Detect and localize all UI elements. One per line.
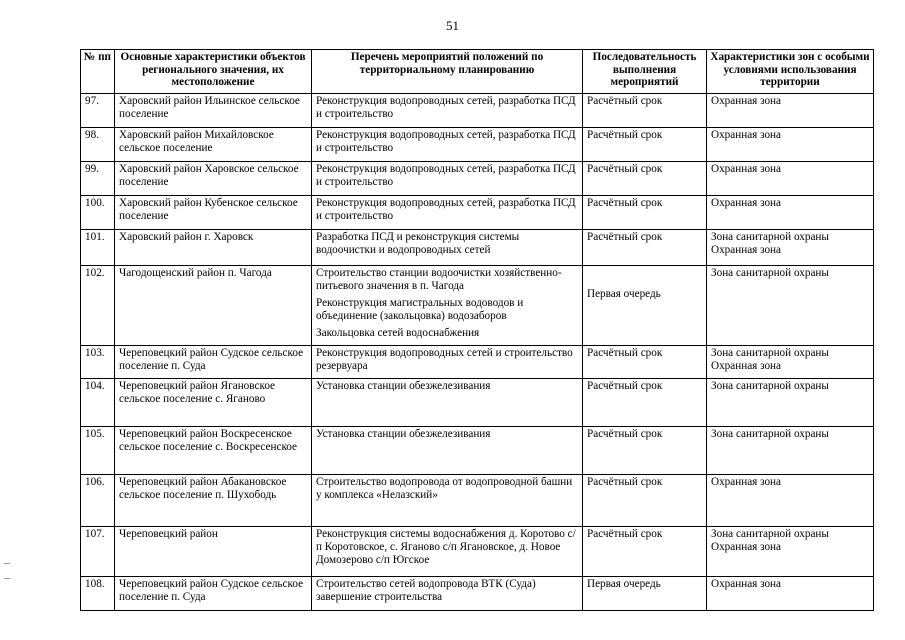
execution-order: Первая очередь: [583, 266, 707, 346]
measure-item: Строительство водопровода от водопроводной башни у комплекса «Нелазский»: [316, 476, 573, 501]
object-location: Харовский район г. Харовск: [115, 230, 312, 266]
margin-mark: [4, 563, 10, 579]
table-row: [81, 266, 874, 346]
execution-order: Расчётный срок: [583, 379, 707, 427]
zone-item: Охранная зона: [711, 163, 782, 175]
header-zones: Характеристики зон с особыми условиями использования территории: [707, 50, 874, 94]
table-row: [81, 427, 874, 475]
row-number: 108.: [81, 577, 115, 611]
measures-cell: [312, 94, 583, 128]
header-order: Последовательность выполнения мероприятий: [583, 50, 707, 94]
table-row: [81, 475, 874, 527]
execution-order: Расчётный срок: [583, 346, 707, 379]
row-number: 107.: [81, 527, 115, 577]
object-location: Череповецкий район: [115, 527, 312, 577]
measure-item: Реконструкция водопроводных сетей и строительство резервуара: [316, 347, 573, 372]
table-row: [81, 162, 874, 196]
measure-item: Закольцовка сетей водоснабжения: [316, 327, 480, 339]
zone-item: Охранная зона: [711, 197, 782, 209]
zones-cell: [707, 527, 874, 577]
row-number: 101.: [81, 230, 115, 266]
row-number: 103.: [81, 346, 115, 379]
execution-order: Расчётный срок: [583, 162, 707, 196]
zones-cell: [707, 94, 874, 128]
zones-cell: [707, 475, 874, 527]
zone-item: Охранная зона: [711, 578, 782, 590]
measure-item: Строительство станции водоочистки хозяйственно-питьевого значения в п. Чагода: [316, 267, 562, 292]
zones-cell: [707, 379, 874, 427]
table-row: [81, 527, 874, 577]
measure-item: Установка станции обезжелезивания: [316, 380, 491, 392]
zones-cell: [707, 230, 874, 266]
measure-item: Реконструкция водопроводных сетей, разработка ПСД и строительство: [316, 129, 576, 154]
measure-item: Реконструкция магистральных водоводов и объединение (закольцовка) водозаборов: [316, 297, 524, 322]
row-number: 105.: [81, 427, 115, 475]
table-row: [81, 346, 874, 379]
measure-item: Установка станции обезжелезивания: [316, 428, 491, 440]
zone-item: Зона санитарной охраны: [711, 347, 829, 359]
object-location: Харовский район Михайловское сельское поселение: [115, 128, 312, 162]
measures-cell: [312, 162, 583, 196]
zone-item: Зона санитарной охраны: [711, 428, 829, 440]
measure-item: Разработка ПСД и реконструкция системы водоочистки и водопроводных сетей: [316, 231, 520, 256]
table-row: [81, 128, 874, 162]
measure-item: Строительство сетей водопровода ВТК (Суда) завершение строительства: [316, 578, 536, 603]
execution-order: Расчётный срок: [583, 475, 707, 527]
measures-table: [80, 49, 874, 611]
table-row: [81, 94, 874, 128]
measure-item: Реконструкция водопроводных сетей, разработка ПСД и строительство: [316, 197, 576, 222]
zone-item: Охранная зона: [711, 95, 782, 107]
row-number: 97.: [81, 94, 115, 128]
execution-order: Расчётный срок: [583, 230, 707, 266]
zones-cell: [707, 196, 874, 230]
measures-cell: [312, 475, 583, 527]
object-location: Череповецкий район Судское сельское поселение п. Суда: [115, 346, 312, 379]
execution-order: Расчётный срок: [583, 94, 707, 128]
table-row: [81, 196, 874, 230]
measures-cell: [312, 196, 583, 230]
header-measures: Перечень мероприятий положений по территориальному планированию: [312, 50, 583, 94]
measures-cell: [312, 266, 583, 346]
zones-cell: [707, 162, 874, 196]
row-number: 98.: [81, 128, 115, 162]
row-number: 100.: [81, 196, 115, 230]
execution-order: Расчётный срок: [583, 527, 707, 577]
measures-cell: [312, 346, 583, 379]
measures-cell: [312, 527, 583, 577]
object-location: Чагодощенский район п. Чагода: [115, 266, 312, 346]
object-location: Череповецкий район Абакановское сельское поселение п. Шухободь: [115, 475, 312, 527]
zones-cell: [707, 577, 874, 611]
row-number: 99.: [81, 162, 115, 196]
measure-item: Реконструкция водопроводных сетей, разработка ПСД и строительство: [316, 163, 576, 188]
object-location: Череповецкий район Воскресенское сельское поселение с. Воскресенское: [115, 427, 312, 475]
object-location: Харовский район Ильинское сельское поселение: [115, 94, 312, 128]
row-number: 102.: [81, 266, 115, 346]
zone-item: Зона санитарной охраны: [711, 267, 829, 279]
object-location: Харовский район Кубенское сельское поселение: [115, 196, 312, 230]
execution-order: Расчётный срок: [583, 196, 707, 230]
header-location: Основные характеристики объектов регионального значения, их местоположение: [115, 50, 312, 94]
object-location: Харовский район Харовское сельское поселение: [115, 162, 312, 196]
measure-item: Реконструкция системы водоснабжения д. Коротово с/п Коротовское, с. Яганово с/п Ягановское, д. Новое Домозерово с/п Югское: [316, 528, 576, 566]
zone-item: Зона санитарной охраны: [711, 231, 829, 243]
row-number: 104.: [81, 379, 115, 427]
zones-cell: [707, 346, 874, 379]
zone-item: Охранная зона: [711, 360, 782, 372]
zone-item: Охранная зона: [711, 129, 782, 141]
table-body: [81, 94, 874, 611]
zone-item: Охранная зона: [711, 541, 782, 553]
execution-order: Первая очередь: [583, 577, 707, 611]
table-row: [81, 379, 874, 427]
zone-item: Зона санитарной охраны: [711, 528, 829, 540]
object-location: Череповецкий район Судское сельское поселение п. Суда: [115, 577, 312, 611]
table-row: [81, 230, 874, 266]
measures-cell: [312, 128, 583, 162]
measures-cell: [312, 379, 583, 427]
zone-item: Охранная зона: [711, 476, 782, 488]
page-number: 51: [446, 18, 459, 33]
zone-item: Охранная зона: [711, 244, 782, 256]
zones-cell: [707, 427, 874, 475]
measures-cell: [312, 577, 583, 611]
table-row: [81, 577, 874, 611]
execution-order: Расчётный срок: [583, 427, 707, 475]
header-number: № пп: [81, 50, 115, 94]
execution-order: Расчётный срок: [583, 128, 707, 162]
table-header-row: [81, 50, 874, 94]
measures-cell: [312, 230, 583, 266]
zones-cell: [707, 266, 874, 346]
zone-item: Зона санитарной охраны: [711, 380, 829, 392]
measure-item: Реконструкция водопроводных сетей, разработка ПСД и строительство: [316, 95, 576, 120]
object-location: Череповецкий район Ягановское сельское поселение с. Яганово: [115, 379, 312, 427]
row-number: 106.: [81, 475, 115, 527]
measures-cell: [312, 427, 583, 475]
zones-cell: [707, 128, 874, 162]
